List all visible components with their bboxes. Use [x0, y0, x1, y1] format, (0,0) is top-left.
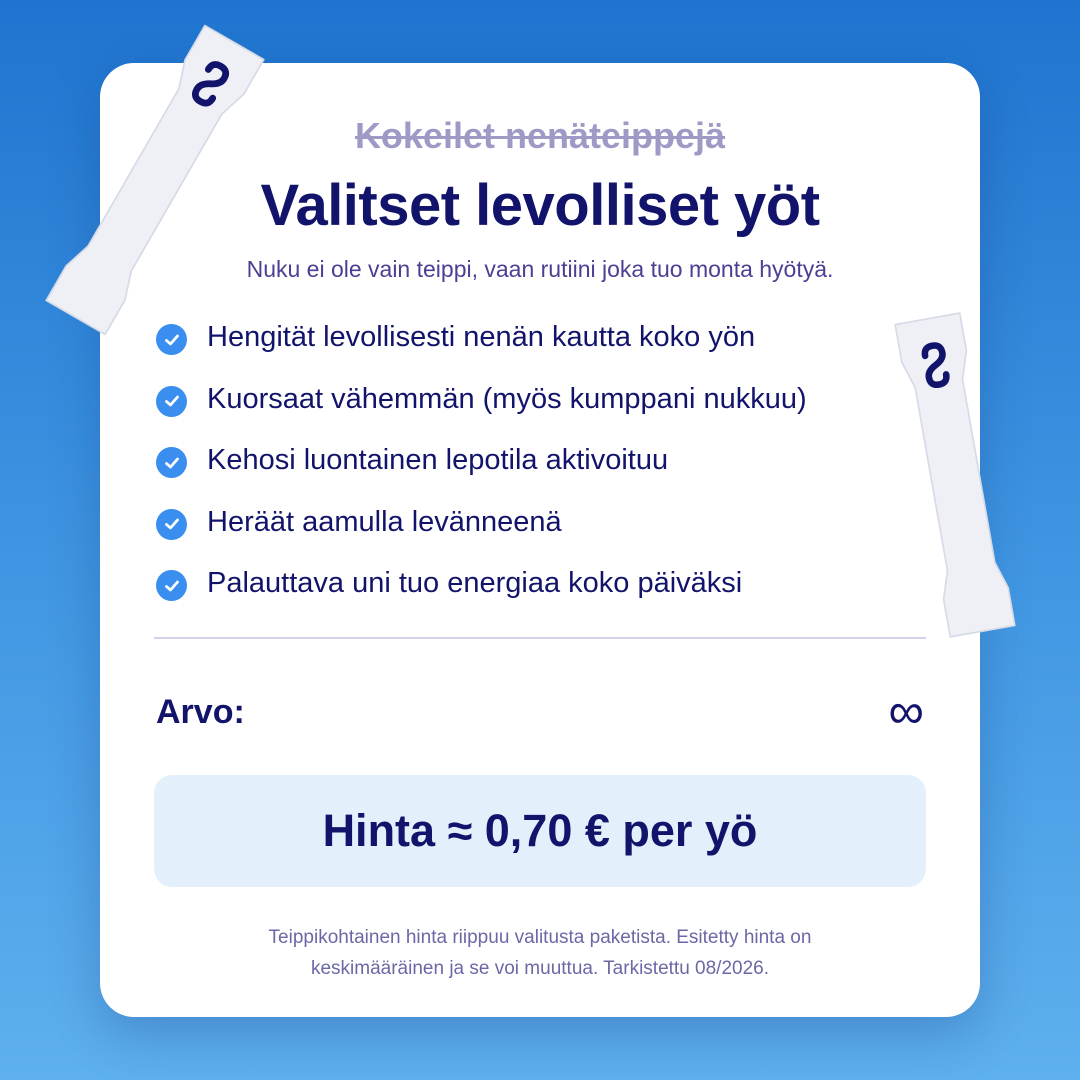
check-circle-icon: [156, 386, 187, 417]
benefit-text: Heräät aamulla levänneenä: [207, 505, 562, 538]
check-circle-icon: [156, 447, 187, 478]
disclaimer: [0, 922, 1080, 984]
benefit-text: Kehosi luontainen lepotila aktivoituu: [207, 444, 669, 476]
benefit-text: Palauttava uni tuo energiaa koko päiväksi: [207, 567, 743, 599]
check-circle-icon: [156, 509, 187, 540]
benefit-text: Kuorsaat vähemmän (myös kumppani nukkuu): [207, 382, 807, 415]
price-text: Hinta ≈ 0,70 € per yö: [322, 805, 758, 856]
nasal-strip-right: [840, 300, 1070, 650]
divider: [154, 637, 926, 639]
check-circle-icon: [156, 324, 187, 355]
subheadline: Nuku ei ole vain teippi, vaan rutiini joka tuo monta hyötyä.: [246, 256, 834, 282]
disclaimer-line: Teippikohtainen hinta riippuu valitusta paketista. Esitetty hinta on: [268, 927, 812, 948]
benefit-text: Hengität levollisesti nenän kautta koko yön: [207, 321, 756, 353]
crossed-out-kicker: Kokeilet nenäteippejä: [354, 115, 726, 156]
disclaimer-line: keskimääräinen ja se voi muuttua. Tarkistettu 08/2026.: [310, 958, 769, 979]
price-box: [154, 775, 926, 887]
headline: Valitset levolliset yöt: [260, 173, 820, 238]
value-label: Arvo:: [156, 693, 245, 731]
infinity-symbol: ∞: [888, 683, 924, 739]
check-circle-icon: [156, 570, 187, 601]
